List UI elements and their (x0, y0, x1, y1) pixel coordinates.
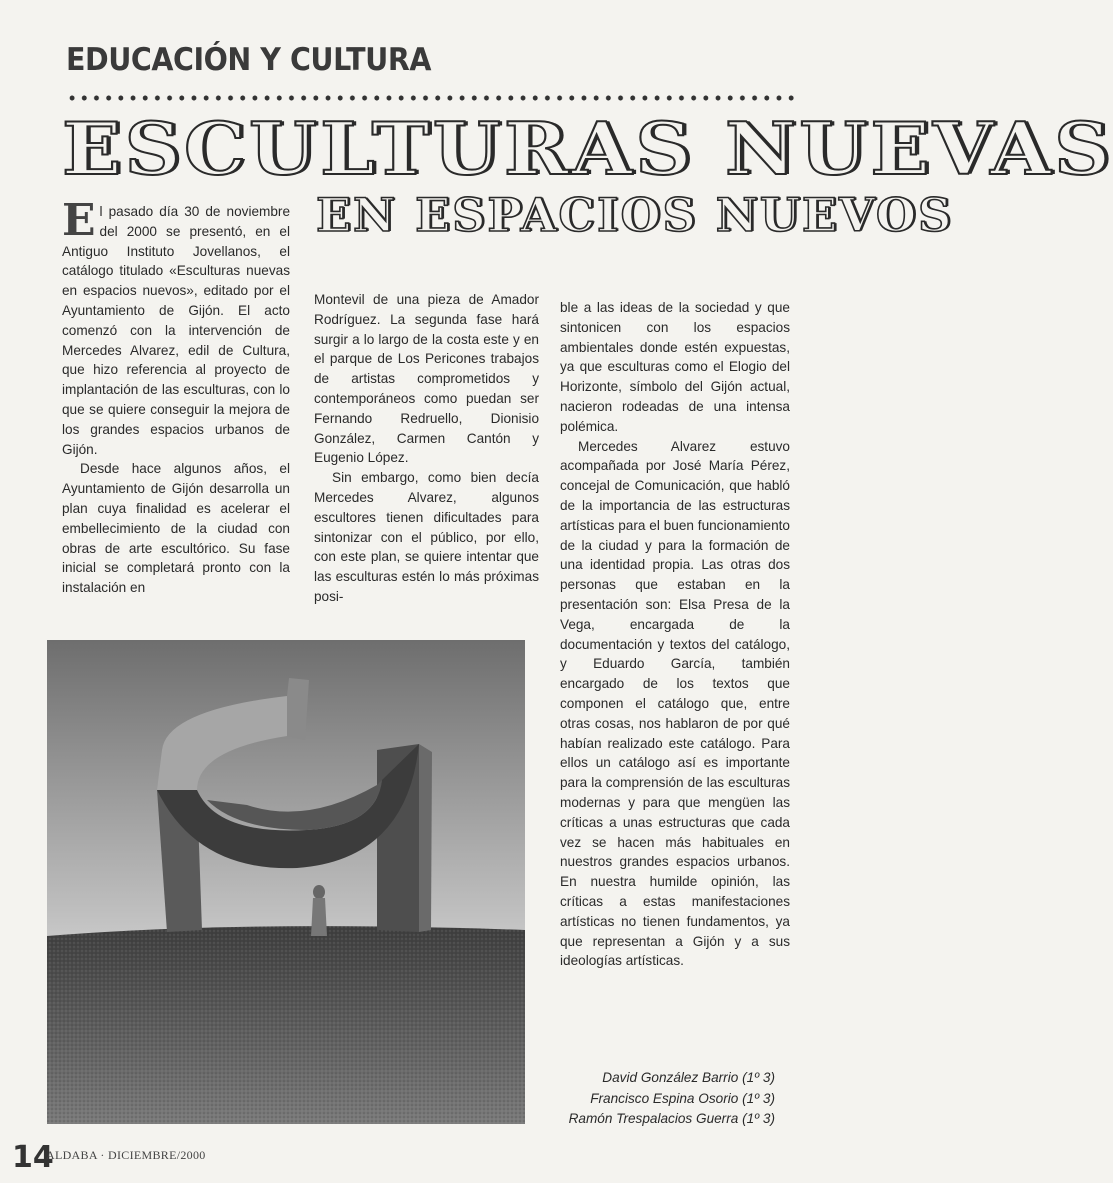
paragraph-text: l pasado día 30 de noviembre del 2000 se presentó, en el Antiguo Instituto Jovellanos, el catálogo titulado «Esculturas nuevas en espacios nuevos», editado por el Ayuntamiento de Gijón. El acto comenzó con la intervención de Mercedes Alvarez, edil de Cultura, que hizo referencia al proyecto de implantación de las esculturas, con lo que se quiere conseguir la mejora de los grandes espacios urbanos de Gijón. (62, 204, 290, 457)
author-name: David González Barrio (1º 3) (602, 1070, 775, 1085)
sculpture-photo (47, 640, 525, 1124)
article-column-2 (314, 290, 539, 607)
drop-cap: E (62, 195, 96, 246)
subheadline: EN ESPACIOS NUEVOS (316, 188, 954, 242)
article-paragraph: Sin embargo, como bien decía Mercedes Alvarez, algunos escultores tienen dificultades para sintonizar con el público, por ello, con este plan, se quiere intentar que las esculturas estén lo más próximas posi- (314, 470, 539, 604)
article-paragraph: ble a las ideas de la sociedad y que sintonicen con los espacios ambientales donde estén expuestas, ya que esculturas como el Elogio del Horizonte, símbolo del Gijón actual, nacieron rodeadas de una intensa polémica. (560, 300, 790, 434)
article-column-3 (560, 298, 790, 971)
page-footer: ALDABA · DICIEMBRE/2000 (46, 1148, 206, 1162)
section-title: EDUCACIÓN Y CULTURA (66, 42, 431, 78)
page-number: 14 (12, 1140, 54, 1175)
headline: ESCULTURAS NUEVAS (62, 106, 1113, 191)
author-name: Francisco Espina Osorio (1º 3) (590, 1090, 775, 1106)
article-column-1 (62, 195, 290, 598)
author-name: Ramón Trespalacios Guerra (1º 3) (568, 1111, 775, 1126)
article-signatures (569, 1068, 775, 1130)
article-paragraph (62, 195, 290, 459)
dotted-divider (66, 94, 796, 102)
article-paragraph: Mercedes Alvarez estuvo acompañada por José María Pérez, concejal de Comunicación, que habló de la importancia de las estructuras artísticas para el buen funcionamiento de la ciudad y para la formación de una identidad propia. Las otras dos personas que estaban en la presentación son: Elsa Presa de la Vega, encargada de la documentación y textos del catálogo, y Eduardo García, también encargado de los textos que componen el catálogo que, entre otras cosas, nos hablaron de por qué habían realizado este catálogo. Para ellos un catálogo así es importante para la comprensión de las esculturas modernas y para que mengüen las críticas a unas estructuras que cada vez se hacen más habituales en nuestros grandes espacios urbanos. En nuestra humilde opinión, las críticas a estas manifestaciones artísticas no tienen fundamentos, ya que representan a Gijón y a sus ideologías artísticas. (560, 438, 790, 969)
elogio-del-horizonte-image (47, 640, 525, 1124)
article-paragraph: Montevil de una pieza de Amador Rodríguez. La segunda fase hará surgir a lo largo de la costa este y en el parque de Los Pericones trabajos de artistas comprometidos y contemporáneos como puedan ser Fernando Redruello, Dionisio González, Carmen Cantón y Eugenio López. (314, 292, 539, 466)
article-paragraph: Desde hace algunos años, el Ayuntamiento de Gijón desarrolla un plan cuya finalidad es acelerar el embellecimiento de la ciudad con obras de arte escultórico. Su fase inicial se completará pronto con la instalación en (62, 461, 290, 596)
